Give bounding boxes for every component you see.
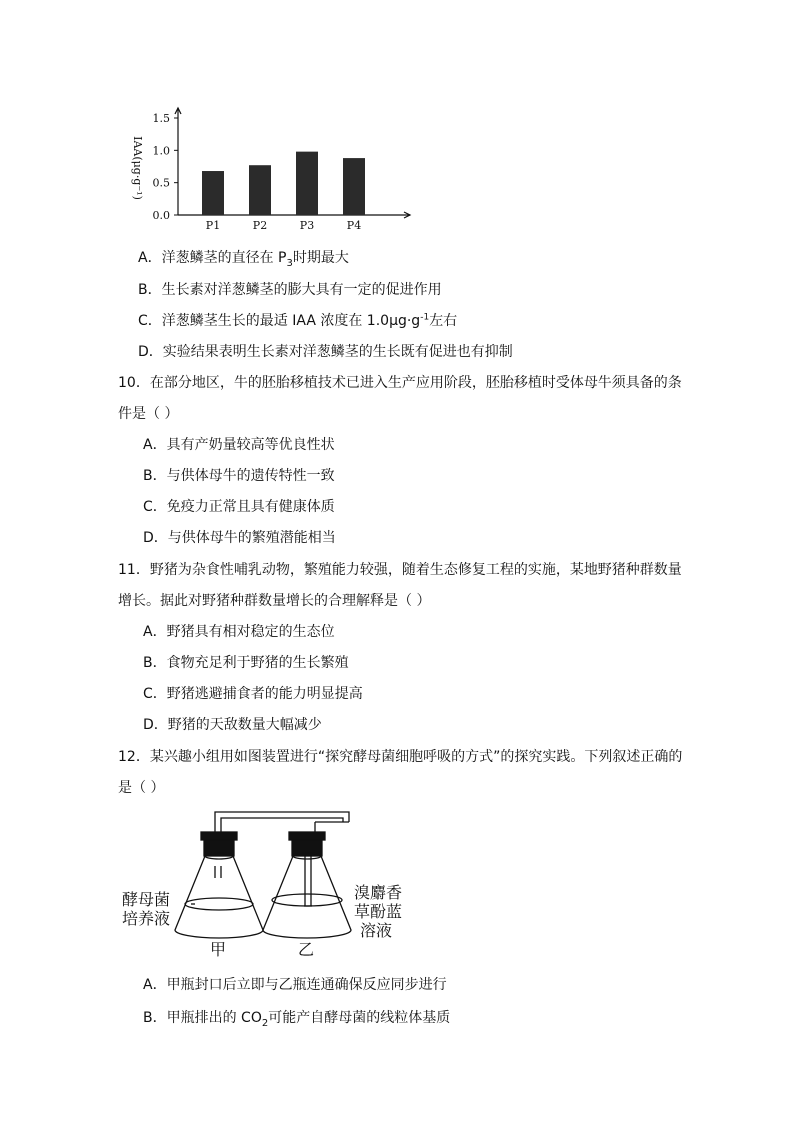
q12-stem-line2: 是（ ） [118, 780, 165, 796]
q9-option-c-end: 左右 [429, 313, 458, 329]
q9-option-a-end: 时期最大 [292, 250, 349, 266]
q12-stem-line1: 12．某兴趣小组用如图装置进行“探究酵母菌细胞呼吸的方式”的探究实践。下列叙述正确的 [118, 749, 683, 765]
q11-option-d: D．野猪的天敌数量大幅减少 [143, 717, 322, 733]
y-tick-label: 0.5 [152, 176, 170, 190]
q11-stem-line2: 增长。据此对野猪种群数量增长的合理解释是（ ） [118, 593, 431, 609]
q12-option-b-end: 可能产自酵母菌的线粒体基质 [268, 1010, 451, 1026]
q11-option-b: B．食物充足利于野猪的生长繁殖 [143, 655, 349, 671]
y-tick-label: 0.0 [152, 209, 170, 222]
bromothymol-label-line3: 溶液 [360, 921, 393, 940]
bromothymol-blue-label [354, 883, 402, 940]
x-tick-label: P4 [346, 219, 362, 232]
flask-yi-label: 乙 [298, 940, 315, 959]
q10-stem-line2: 件是（ ） [118, 406, 179, 422]
x-tick-label: P1 [205, 219, 221, 232]
q9-option-a [138, 248, 349, 268]
q11-stem-line1: 11．野猪为杂食性哺乳动物，繁殖能力较强，随着生态修复工程的实施，某地野猪种群数量 [118, 562, 682, 578]
flask-yi [263, 832, 351, 938]
bar-P2 [249, 165, 271, 215]
y-tick-label: 1.0 [152, 144, 170, 158]
chart-bars [202, 152, 365, 215]
y-axis-label: IAA(μg·g⁻¹) [131, 136, 144, 200]
q12-option-b-text: B．甲瓶排出的 CO [143, 1010, 262, 1026]
q10-stem-line1: 10．在部分地区，牛的胚胎移植技术已进入生产应用阶段，胚胎移植时受体母牛须具备的条 [118, 375, 682, 391]
q9-option-c-sup: -1 [420, 312, 430, 323]
q10-option-a: A．具有产奶量较高等优良性状 [143, 437, 335, 453]
connecting-tube [215, 812, 349, 906]
q12-option-b [143, 1008, 450, 1028]
q9-option-c-text: C．洋葱鳞茎生长的最适 IAA 浓度在 1.0μg·g [138, 313, 421, 329]
q12-option-a: A．甲瓶封口后立即与乙瓶连通确保反应同步进行 [143, 977, 447, 993]
q9-option-b: B．生长素对洋葱鳞茎的膨大具有一定的促进作用 [138, 282, 442, 298]
q10-option-c: C．免疫力正常且具有健康体质 [143, 499, 335, 515]
bromothymol-label-line1: 溴麝香 [354, 883, 403, 902]
x-tick-label: P2 [252, 219, 268, 232]
q10-option-d: D．与供体母牛的繁殖潜能相当 [143, 530, 336, 546]
yeast-culture-label-line2: 培养液 [122, 909, 171, 928]
flask-jia [175, 832, 263, 938]
q9-option-c [138, 311, 457, 331]
y-tick-label: 1.5 [152, 112, 170, 125]
bar-P1 [202, 171, 224, 215]
q9-option-a-text: A．洋葱鳞茎的直径在 P [138, 250, 287, 266]
q10-option-b: B．与供体母牛的遗传特性一致 [143, 468, 335, 484]
x-tick-label: P3 [299, 219, 315, 232]
iaa-bar-chart [120, 98, 420, 238]
flask-jia-label: 甲 [210, 940, 227, 959]
bar-P3 [296, 152, 318, 215]
q9-option-a-sub: 3 [286, 257, 293, 269]
yeast-culture-label [122, 890, 170, 928]
q11-option-c: C．野猪逃避捕食者的能力明显提高 [143, 686, 363, 702]
bar-P4 [343, 158, 365, 215]
q11-option-a: A．野猪具有相对稳定的生态位 [143, 624, 335, 640]
q12-option-b-sub: 2 [261, 1017, 269, 1029]
yeast-culture-label-line1: 酵母菌 [122, 890, 171, 909]
q9-option-d: D．实验结果表明生长素对洋葱鳞茎的生长既有促进也有抑制 [138, 344, 513, 360]
bromothymol-label-line2: 草酚蓝 [354, 902, 403, 921]
